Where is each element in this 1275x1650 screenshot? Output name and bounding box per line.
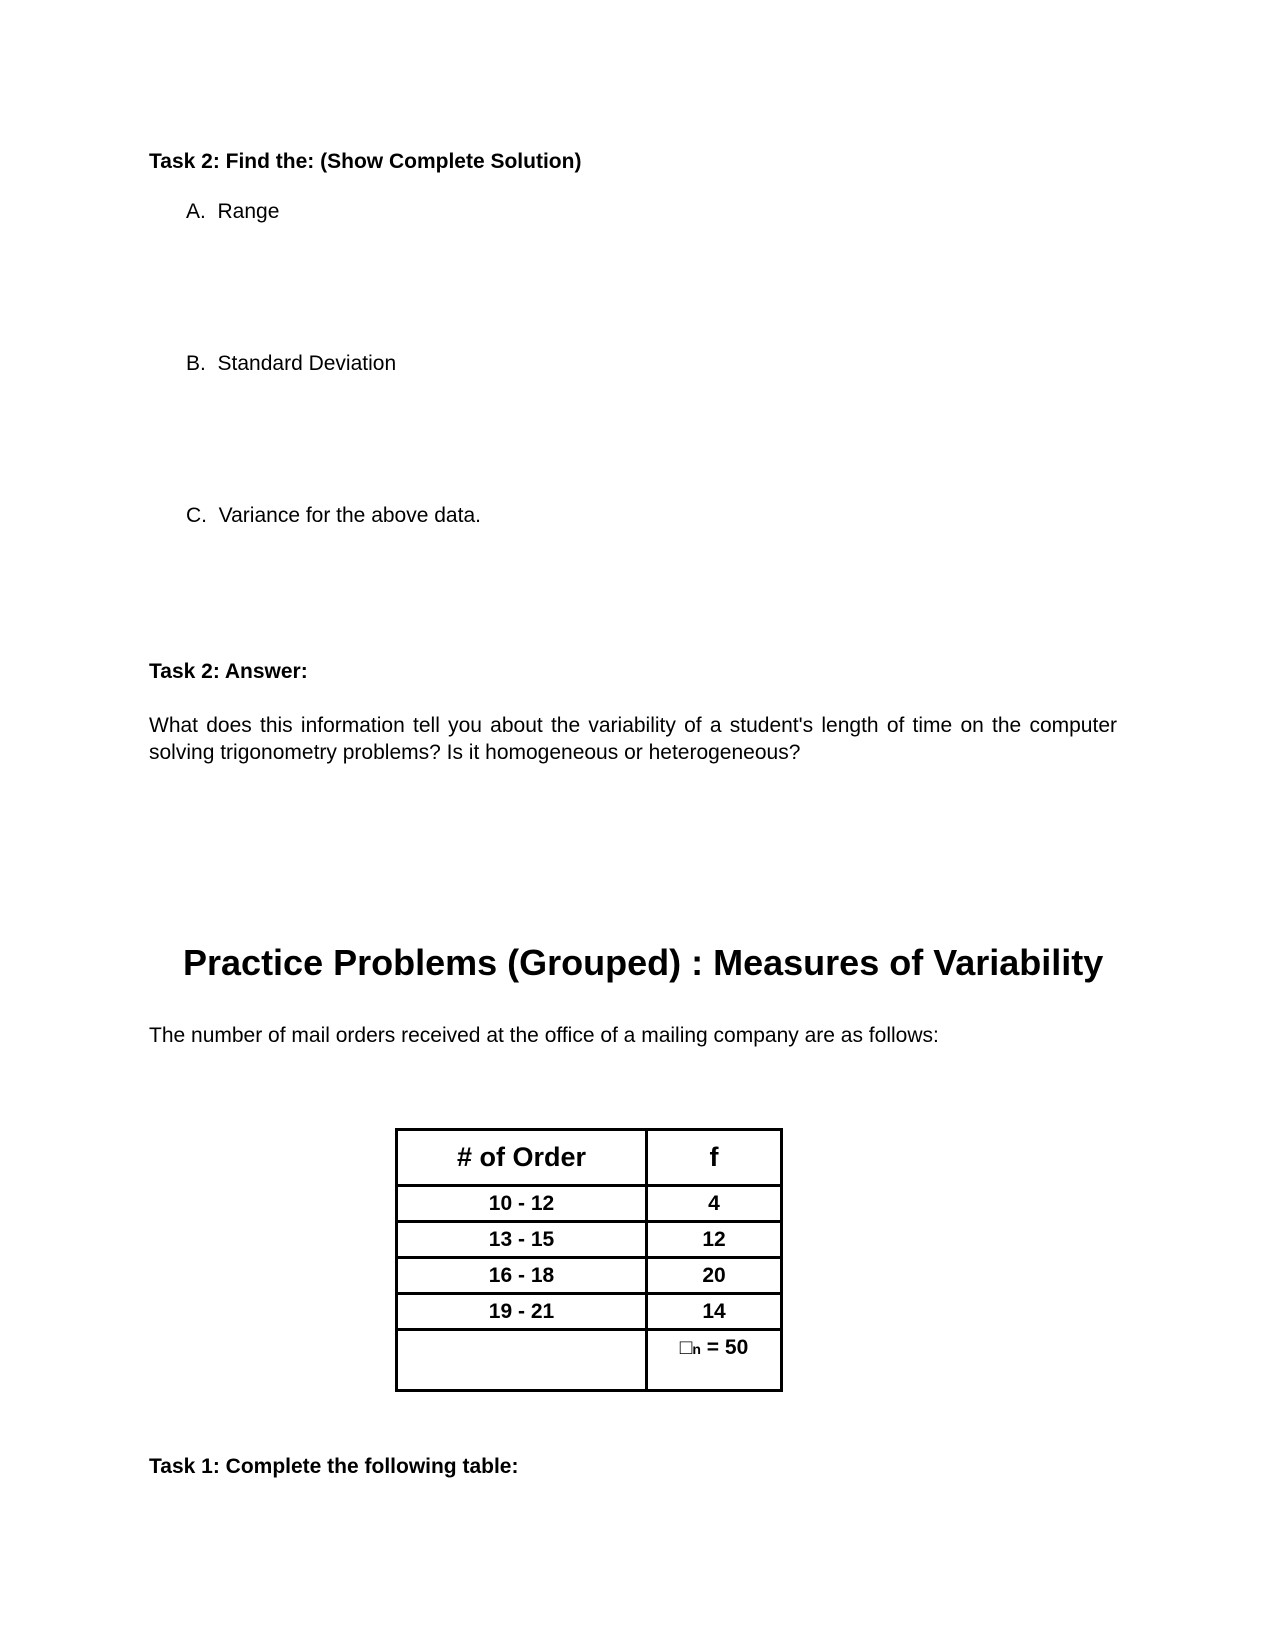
task1-heading: Task 1: Complete the following table: xyxy=(149,1455,519,1478)
item-c-letter: C. xyxy=(186,504,207,527)
cell-frequency: 20 xyxy=(647,1258,782,1294)
cell-interval: 16 - 18 xyxy=(397,1258,647,1294)
cell-interval: 10 - 12 xyxy=(397,1186,647,1222)
table-total-row xyxy=(397,1330,782,1391)
cell-empty xyxy=(397,1330,647,1391)
task2-answer-heading: Task 2: Answer: xyxy=(149,660,308,683)
table-row xyxy=(397,1222,782,1258)
table-row xyxy=(397,1186,782,1222)
task2-heading: Task 2: Find the: (Show Complete Solution) xyxy=(149,150,582,173)
item-c xyxy=(186,504,481,528)
practice-title: Practice Problems (Grouped) : Measures of Variability xyxy=(183,942,1104,983)
cell-frequency: 4 xyxy=(647,1186,782,1222)
item-a xyxy=(186,200,279,224)
cell-frequency: 12 xyxy=(647,1222,782,1258)
header-f: f xyxy=(647,1130,782,1186)
intro-text: The number of mail orders received at the office of a mailing company are as follows: xyxy=(149,1024,939,1047)
sum-subscript: n xyxy=(692,1341,701,1357)
item-b-text: Standard Deviation xyxy=(217,352,397,375)
item-c-text: Variance for the above data. xyxy=(218,504,481,527)
item-a-letter: A. xyxy=(186,200,206,223)
table-header-row xyxy=(397,1130,782,1186)
sum-symbol: □ xyxy=(679,1336,693,1359)
cell-interval: 19 - 21 xyxy=(397,1294,647,1330)
cell-frequency: 14 xyxy=(647,1294,782,1330)
table-row xyxy=(397,1258,782,1294)
frequency-table xyxy=(395,1128,783,1392)
item-b xyxy=(186,352,396,376)
cell-interval: 13 - 15 xyxy=(397,1222,647,1258)
cell-total xyxy=(647,1330,782,1391)
table-row xyxy=(397,1294,782,1330)
header-orders: # of Order xyxy=(397,1130,647,1186)
item-b-letter: B. xyxy=(186,352,206,375)
item-a-text: Range xyxy=(217,200,280,223)
sum-value: = 50 xyxy=(700,1336,749,1359)
answer-question: What does this information tell you about the variability of a student's length of time on the computer solving trigonometry problems? Is it homogeneous or heterogeneous? xyxy=(149,714,1117,764)
